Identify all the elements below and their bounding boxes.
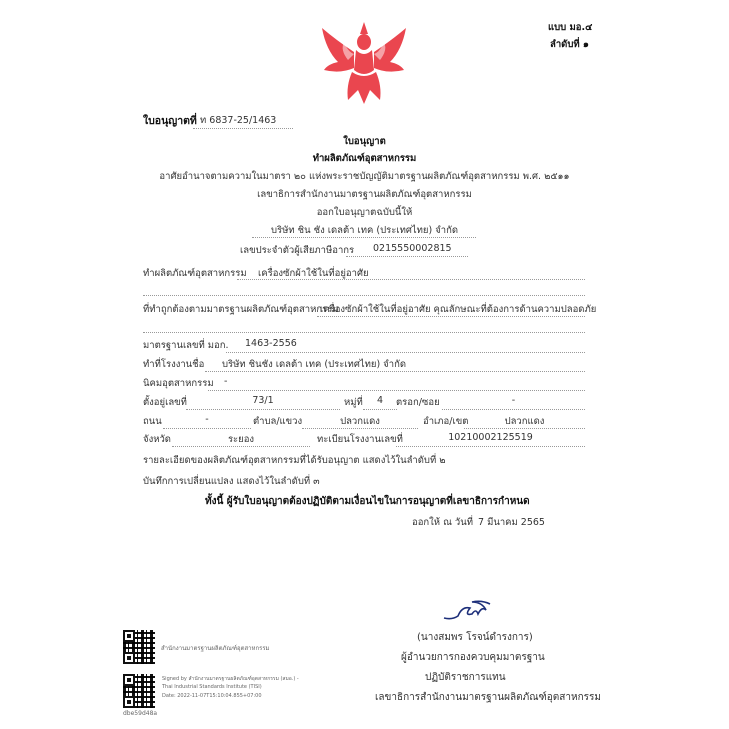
address-no-underline xyxy=(186,409,340,410)
standard-desc-underline-2 xyxy=(143,332,585,333)
province-value: ระยอง xyxy=(227,434,255,445)
soi-label: ตรอก/ซอย xyxy=(396,397,440,408)
tax-id-underline xyxy=(346,256,468,257)
road-value: - xyxy=(205,414,209,425)
issued-date-label: ออกให้ ณ วันที่ xyxy=(412,517,474,528)
estate-underline xyxy=(208,390,585,391)
footer-agency: สำนักงานมาตรฐานผลิตภัณฑ์อุตสาหกรรม xyxy=(161,645,270,652)
document-title: ใบอนุญาต xyxy=(343,136,386,147)
signatory-acting: ปฏิบัติราชการแทน xyxy=(425,672,506,683)
document-subtitle: ทำผลิตภัณฑ์อุตสาหกรรม xyxy=(312,153,417,164)
license-no-value: ท 6837-25/1463 xyxy=(200,115,277,126)
qr-code-signature-icon[interactable] xyxy=(123,674,155,708)
province-label: จังหวัด xyxy=(143,434,171,445)
standard-desc-label: ที่ทำถูกต้องตามมาตรฐานผลิตภัณฑ์อุตสาหกรรม xyxy=(143,304,339,315)
preamble-line-2: เลขาธิการสำนักงานมาตรฐานผลิตภัณฑ์อุตสาหกรรม xyxy=(257,189,472,200)
amphoe-value: ปลวกแดง xyxy=(504,416,545,427)
factory-reg-underline xyxy=(396,446,585,447)
license-no-label: ใบอนุญาตที่ xyxy=(143,115,197,127)
tambon-value: ปลวกแดง xyxy=(340,416,380,427)
signed-org: Thai Industrial Standards Institute (TISI) xyxy=(162,684,262,690)
factory-reg-value: 10210002125519 xyxy=(448,432,533,443)
license-no-underline xyxy=(193,128,293,129)
moo-underline xyxy=(363,409,397,410)
standard-desc-underline xyxy=(317,316,585,317)
factory-label: ทำที่โรงงานชื่อ xyxy=(143,359,205,370)
moo-value: 4 xyxy=(376,395,384,406)
standard-no-underline xyxy=(226,352,585,353)
tax-id-label: เลขประจำตัวผู้เสียภาษีอากร xyxy=(240,245,355,256)
issued-date-value: 7 มีนาคม 2565 xyxy=(478,517,545,528)
company-underline xyxy=(252,237,476,238)
form-code: แบบ มอ.๔ xyxy=(548,22,593,33)
tambon-label: ตำบล/แขวง xyxy=(253,416,303,427)
signatory-name: (นางสมพร โรจน์ดำรงการ) xyxy=(417,632,533,643)
conditions-statement: ทั้งนี้ ผู้รับใบอนุญาตต้องปฏิบัติตามเงื่อนไขในการอนุญาตที่เลขาธิการกำหนด xyxy=(205,496,530,507)
signatory-office: เลขาธิการสำนักงานมาตรฐานผลิตภัณฑ์อุตสาหกรรม xyxy=(375,692,601,703)
signed-date: Date: 2022-11-07T15:10:04.855+07:00 xyxy=(162,693,262,699)
product-underline xyxy=(237,279,585,280)
qr-code-icon[interactable] xyxy=(123,630,155,664)
province-underline xyxy=(172,446,310,447)
estate-value: - xyxy=(224,376,228,387)
amphoe-underline xyxy=(464,428,585,429)
preamble-line-1: อาศัยอำนาจตามความในมาตรา ๒๐ แห่งพระราชบัญญัติมาตรฐานผลิตภัณฑ์อุตสาหกรรม พ.ศ. ๒๕๑๑ xyxy=(159,171,570,182)
standard-desc-value: เครื่องซักผ้าใช้ในที่อยู่อาศัย คุณลักษณะที่ต้องการด้านความปลอดภัย xyxy=(320,304,597,315)
road-underline xyxy=(163,428,251,429)
address-no-value: 73/1 xyxy=(252,395,274,406)
moo-label: หมู่ที่ xyxy=(344,397,363,408)
tambon-underline xyxy=(302,428,418,429)
standard-no-value: 1463-2556 xyxy=(245,338,297,349)
company-name: บริษัท ชิน ชัง เดลต้า เทค (ประเทศไทย) จำกัด xyxy=(270,225,459,236)
form-sequence: ลำดับที่ ๑ xyxy=(550,39,589,50)
road-label: ถนน xyxy=(143,416,162,427)
garuda-emblem xyxy=(318,20,410,106)
factory-underline xyxy=(205,371,585,372)
signatory-position: ผู้อำนวยการกองควบคุมมาตรฐาน xyxy=(401,652,545,663)
product-label: ทำผลิตภัณฑ์อุตสาหกรรม xyxy=(143,268,247,279)
preamble-line-3: ออกใบอนุญาตฉบับนี้ให้ xyxy=(316,207,413,218)
factory-value: บริษัท ชินชัง เดลต้า เทค (ประเทศไทย) จำกัด xyxy=(222,359,407,370)
signed-by: Signed by สำนักงานมาตรฐานผลิตภัณฑ์อุตสาหกรรม (สมอ.) - xyxy=(162,676,299,682)
product-value: เครื่องซักผ้าใช้ในที่อยู่อาศัย xyxy=(258,268,369,279)
soi-value: - xyxy=(511,395,516,406)
document-hash: dbe59d48a xyxy=(123,710,158,717)
address-no-label: ตั้งอยู่เลขที่ xyxy=(143,397,187,408)
product-underline-2 xyxy=(143,295,585,296)
tax-id-value: 0215550002815 xyxy=(373,243,452,254)
amphoe-label: อำเภอ/เขต xyxy=(423,416,469,427)
factory-reg-label: ทะเบียนโรงงานเลขที่ xyxy=(317,434,403,445)
estate-label: นิคมอุตสาหกรรม xyxy=(143,378,214,389)
details-note: รายละเอียดของผลิตภัณฑ์อุตสาหกรรมที่ได้รับอนุญาต แสดงไว้ในลำดับที่ ๒ xyxy=(143,455,446,466)
standard-no-label: มาตรฐานเลขที่ มอก. xyxy=(143,340,229,351)
changes-note: บันทึกการเปลี่ยนแปลง แสดงไว้ในลำดับที่ ๓ xyxy=(143,476,320,487)
soi-underline xyxy=(442,409,585,410)
signature-image xyxy=(442,598,492,624)
